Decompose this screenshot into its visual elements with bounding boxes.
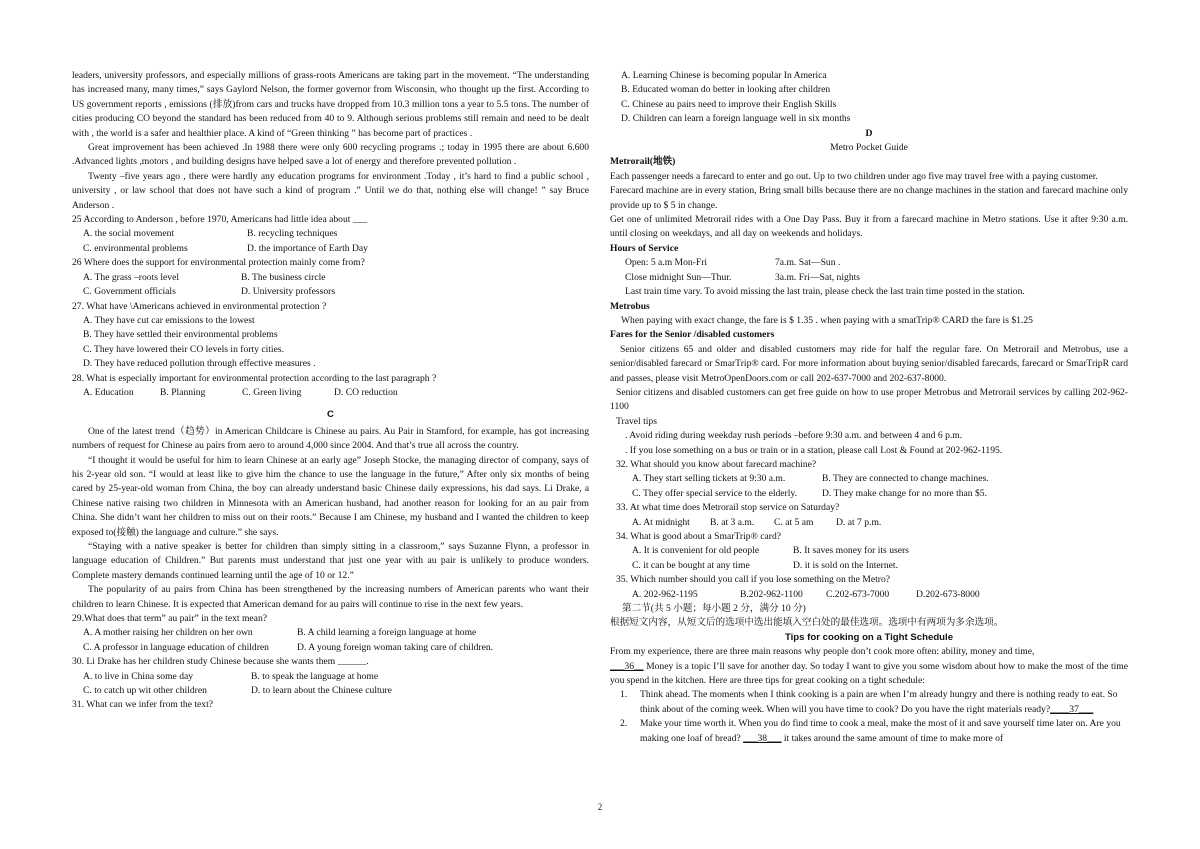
options-row [72,386,589,400]
option: B.202-962-1100 [740,588,803,600]
hours-text: 3a.m. Fri—Sat, nights [775,271,861,283]
option: C. Green living [242,386,302,398]
option: B. to speak the language at home [251,670,379,682]
numbered-tip [610,688,1128,717]
travel-tips-heading: Travel tips [616,415,657,427]
option: D. the importance of Earth Day [247,242,368,254]
hours-text: 7a.m. Sat—Sun . [775,257,841,269]
cloze-paragraph [610,660,1128,689]
option: B. The business circle [241,271,326,283]
option: A. They start selling tickets at 9:30 a.m. [632,473,786,485]
option: A. the social movement [83,228,175,240]
passage-c-paragraph: “Staying with a native speaker is better for children than simply sitting in a classroom,” says Suzanne Flynn, a professor in language education of Children.” But parents must understand that just one year with au pair is unlikely to produce wonders. Complete mastery demands continued learning until the age of 10 or 12.” [72,541,589,581]
metrorail-paragraph: Get one of unlimited Metrorail rides with a One Day Pass. Buy it from a farecard machine in Metro stations. Use it after 9:30 a.m. until closing on weekdays, and all day on weekends and holidays. [610,214,1128,240]
option: C. it can be bought at any time [632,559,750,571]
option: B. at 3 a.m. [710,516,755,528]
option: D. CO reduction [334,386,398,398]
hours-text: Open: 5 a.m Mon-Fri [625,257,708,269]
passage-c-paragraph: The popularity of au pairs from China has been strengthened by the increasing numbers of American parents who want their children to learn Chinese. It is expected that American demand for au pairs will continue to rise in the next few years. [72,584,589,610]
option: C. Chinese au pairs need to improve their English Skills [621,98,837,110]
tip-text [640,688,1128,717]
option: D. at 7 p.m. [836,516,882,528]
section-heading-c: C [327,409,334,421]
option: B. Planning [160,386,206,398]
question-33: 33. At what time does Metrorail stop service on Saturday? [616,502,840,514]
cloze-paragraph: From my experience, there are three main reasons why people don’t cook more often: ability, money and time, [610,646,1035,658]
metrorail-heading: Metrorail(地铁) [610,156,676,168]
option: A. A mother raising her children on her own [83,627,253,639]
option: A. They have cut car emissions to the lowest [83,314,255,326]
question-31: 31. What can we infer from the text? [72,699,214,711]
options-row [610,516,1128,530]
question-25: 25 According to Anderson , before 1970, Americans had little idea about ___ [72,214,368,226]
option: A. The grass –roots level [83,271,180,283]
options-row [72,227,589,241]
options-row [610,487,1128,501]
option: D. They make change for no more than $5. [822,487,987,499]
tip-body: it takes around the same amount of time to make more of [783,732,1004,744]
hours-text: Close midnight Sun—Thur. [625,271,732,283]
left-column [72,69,589,713]
fares-paragraph: Senior citizens and disabled customers can get free guide on how to use proper Metrobus and Metrorail services by calling 202-962-1100 [610,386,1128,413]
option: D. A young foreign woman taking care of children. [297,641,494,653]
options-row [610,559,1128,573]
options-row [72,684,589,698]
question-27: 27. What have \Americans achieved in environmental protection ? [72,300,327,312]
passage-b-paragraph: Great improvement has been achieved .In 1988 there were only 600 recycling programs .; today in 1995 there are about 6.600 .Advanced lights ,motors , and building designs have helped save a lot of energy and therefore prevented pollution . [72,142,589,168]
option: C. They have lowered their CO levels in forty cities. [83,343,284,355]
options-row [610,544,1128,558]
question-30: 30. Li Drake has her children study Chinese because she wants them ______. [72,656,369,668]
option: A. It is convenient for old people [632,545,760,557]
options-row [72,641,589,655]
question-32: 32. What should you know about farecard machine? [616,458,817,470]
hours-row [610,271,1128,285]
tip-text [640,717,1128,746]
tip-body: Think ahead. The moments when I think cooking is a pain are when I’m already hungry and there is nothing ready to eat. So think about of the coming week. When will you have time to cook? Do you have the right materials ready? [640,689,1118,715]
metrobus-paragraph: When paying with exact change, the fare is $ 1.35 . when paying with a smatTrip® CARD the fare is $1.25 [621,314,1033,326]
question-34: 34. What is good about a SmarTrip® card? [616,531,782,542]
option: B. recycling techniques [247,228,338,240]
question-28: 28. What is especially important for environmental protection according to the last paragraph ? [72,372,437,384]
metrorail-paragraph: Farecard machine are in every station, Bring small bills because there are no change machines in the station and farecard machine only provide up to $ 5 in change. [610,185,1128,211]
option: C. They offer special service to the elderly. [632,487,797,499]
option: D. They have reduced pollution through effective measures . [83,358,316,370]
metrobus-heading: Metrobus [610,300,650,312]
question-26: 26 Where does the support for environmental protection mainly come from? [72,257,365,269]
option: B. It saves money for its users [793,545,909,557]
option: C. A professor in language education of children [83,641,269,653]
options-row [72,670,589,684]
tip-body: Make your time worth it. When you do find time to cook a meal, make the most of it and save yourself time later on. Are you making one loaf of bread? [640,718,1121,744]
passage-c-paragraph: One of the latest trend（趋势）in American Childcare is Chinese au pairs. Au Pair in Stamford, for example, has got increasing numbers of request for Chinese au pairs from aero to around 4,000 since 2004. And that’s true all across the country. [72,425,589,452]
option: D. Children can learn a foreign language well in six months [621,113,851,125]
option: B. They have settled their environmental problems [83,329,278,341]
blank-38: ___38___ [743,732,782,744]
right-column [610,69,1128,746]
option: A. Learning Chinese is becoming popular In America [621,70,827,81]
metrorail-paragraph: Each passenger needs a farecard to enter and go out. Up to two children under ago five may travel free with a paying customer. [610,170,1098,182]
option: B. They are connected to change machines. [822,473,989,485]
option: D. it is sold on the Internet. [793,559,898,571]
numbered-tip [610,717,1128,746]
tips-title: Tips for cooking on a Tight Schedule [784,631,954,643]
option: C. Government officials [83,286,176,298]
section-heading-d: D [865,127,873,139]
option: A. 202-962-1195 [632,588,698,600]
options-row [610,588,1128,602]
fares-heading: Fares for the Senior /disabled customers [610,329,775,341]
options-row [610,472,1128,486]
hours-heading: Hours of Service [610,242,679,254]
options-row [72,285,589,299]
option: A. At midnight [632,516,690,528]
part-two-heading: 第二节(共 5 小题；每小题 2 分，满分 10 分) [622,603,806,615]
hours-note: Last train time vary. To avoid missing the last train, please check the last train time posted in the station. [625,286,1025,298]
option: D.202-673-8000 [916,588,980,600]
passage-c-paragraph: “I thought it would be useful for him to learn Chinese at an early age” Joseph Stocke, the managing director of company, says of his 2-year old son. “I would at least like to give him the chance to use the language in the future,” After only six months of being cared by 25-year-old woman from China, the boy can already understand basic Chinese daily expressions, his dad says. Li Drake, a Chinese native raising two children in Minnesota with an American husband, had another reason for looking for an au pair from China. She didn’t want her children to miss out on their roots.” Because I am Chinese, my husband and I wanted the children to keep exposed to(接触) the language and culture.” she says. [72,454,589,538]
travel-tip: . Avoid riding during weekday rush periods –before 9:30 a.m. and between 4 and 6 p.m. [625,430,963,442]
option: C.202-673-7000 [826,588,890,600]
option: A. Education [83,386,134,398]
question-35: 35. Which number should you call if you lose something on the Metro? [616,574,890,586]
tip-number: 2. [620,718,628,730]
option: B. A child learning a foreign language at home [297,627,477,639]
cloze-text: Money is a topic I’ll save for another day. So today I want to give you some wisdom about how to make the most of the time you spend in the kitchen. Here are three tips for great cooking on a tight schedule: [610,660,1128,687]
options-row [72,242,589,256]
guide-title: Metro Pocket Guide [830,142,908,154]
question-29: 29.What does that term” au pair” in the text mean? [72,613,267,625]
blank-36: ___36__ [610,660,644,672]
passage-b-paragraph: Twenty –five years ago , there were hardly any education programs for environment .Today , it’s hard to find a public school , university , or law school that does not have such a kind of program .” Until we do that, nothing else will change! ” say Bruce Anderson . [72,170,589,211]
option: D. University professors [241,286,336,298]
option: D. to learn about the Chinese culture [251,685,392,697]
option: C. to catch up wit other children [83,685,207,697]
tip-number: 1. [620,689,628,701]
hours-row [610,256,1128,270]
blank-37: ____37___ [1050,703,1094,715]
option: B. Educated woman do better in looking after children [621,84,831,96]
option: C. environmental problems [83,242,188,254]
options-row [72,626,589,640]
options-row [72,271,589,285]
instructions: 根据短文内容，从短文后的选项中选出能填入空白处的最佳选项。选项中有两项为多余选项。 [610,617,1004,629]
passage-b-paragraph: leaders, university professors, and especially millions of grass-roots Americans are taking part in the movement. “The understanding has increased many, many times,” says Gaylord Nelson, the former governor from Wisconsin, who thought up the first. According to US government reports , emissions (排放)from cars and trucks have dropped from 10.3 million tons a year to 5.5 tons. The number of cities producing CO beyond the standard has been reduced from 40 to 9. Although serious problems still remain and need to be dealt with , the world is a safer and healthier place. A kind of “Green thinking ” has become part of practices . [72,70,589,139]
option: C. at 5 am [774,516,814,528]
fares-paragraph: Senior citizens 65 and older and disabled customers may ride for half the regular fare. On Metrorail and Metrobus, use a senior/disabled farecard or SmarTrip® card. For more information about buying senior/disabled farecards, farecard or SmarTripR card and passes, please visit MetroOpenDoors.com or call 202-637-7000 and 202-637-8000. [610,343,1128,384]
option: A. to live in China some day [83,670,194,682]
page-number: 2 [597,802,603,812]
travel-tip: . If you lose something on a bus or train or in a station, please call Lost & Found at 202-962-1195. [625,444,1003,456]
